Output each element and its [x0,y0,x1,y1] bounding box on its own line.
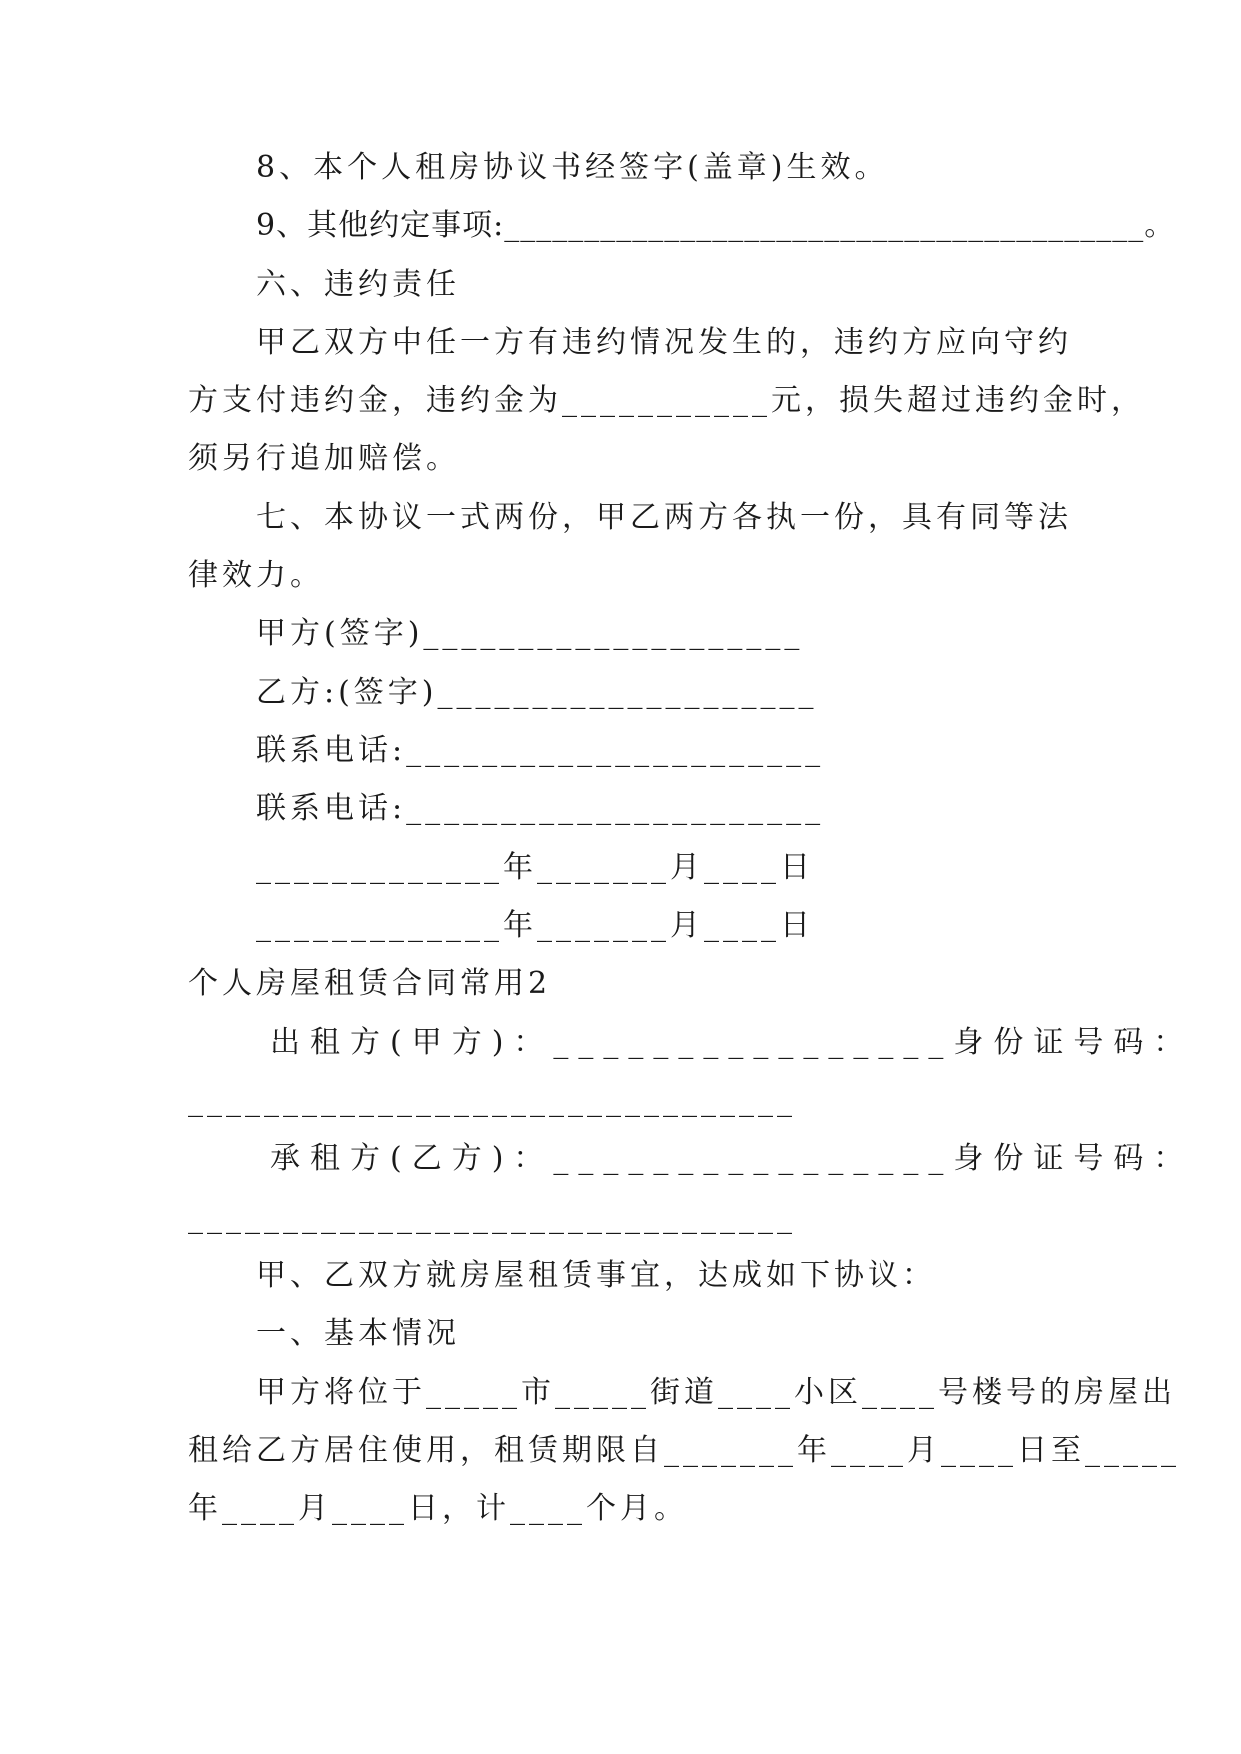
agreement-intro: 甲、乙双方就房屋租赁事宜，达成如下协议： [256,1258,936,1293]
party-a-signature: 甲方(签字)____________________ [256,616,804,651]
lessor-line: 出租方(甲方)：________________身份证号码： [270,1025,1194,1060]
lessee-line: 承租方(乙方)：________________身份证号码： [270,1141,1194,1176]
basic-paragraph-line-3: 年____月____日，计____个月。 [188,1491,688,1526]
breach-paragraph-line-2: 方支付违约金，违约金为___________元，损失超过违约金时， [188,383,1145,418]
contact-phone-b: 联系电话:______________________ [256,791,825,826]
copies-paragraph-line-2: 律效力。 [188,558,324,593]
date-line-b: _____________年_______月____日 [256,908,814,943]
copies-paragraph-line-1: 七、本协议一式两份，甲乙两方各执一份，具有同等法 [256,500,1072,535]
basic-paragraph-line-1: 甲方将位于_____市_____街道____小区____号楼号的房屋出 [256,1375,1176,1410]
section-heading-basic: 一、基本情况 [256,1316,460,1351]
breach-paragraph-line-3: 须另行追加赔偿。 [188,441,460,476]
party-b-signature: 乙方:(签字)____________________ [256,675,818,710]
clause-9: 9、其他约定事项:________________________________________。 [256,208,1176,243]
clause-8: 8、本个人租房协议书经签字(盖章)生效。 [256,150,889,185]
section-heading-breach: 六、违约责任 [256,267,460,302]
lessor-id-blank: ________________________________ [188,1083,796,1118]
date-line-a: _____________年_______月____日 [256,850,814,885]
contract-title: 个人房屋租赁合同常用2 [188,966,552,1001]
breach-paragraph-line-1: 甲乙双方中任一方有违约情况发生的，违约方应向守约 [256,325,1072,360]
lessee-id-blank: ________________________________ [188,1200,796,1235]
contact-phone-a: 联系电话:______________________ [256,733,825,768]
basic-paragraph-line-2: 租给乙方居住使用，租赁期限自_______年____月____日至_____ [188,1433,1180,1468]
